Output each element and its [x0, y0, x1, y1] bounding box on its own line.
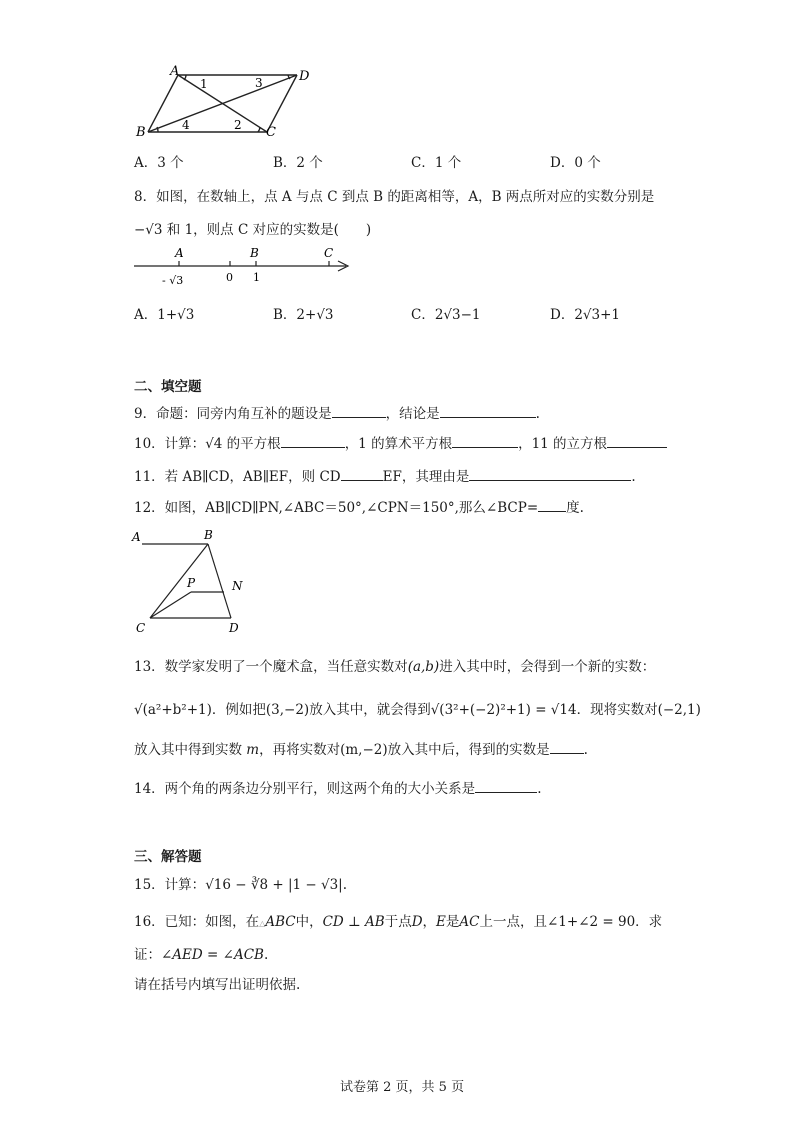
q11-text-b: EF，其理由是	[382, 469, 470, 485]
angle-arc-2	[258, 127, 260, 132]
q8-option-c: C．2√3−1	[411, 307, 481, 323]
q13-l1-text-c: 进入其中时，会得到一个新的实数：	[439, 659, 656, 675]
q13-l2-text-b: ．例如把	[211, 702, 266, 718]
q13-pair-given: (−2,1)	[657, 702, 701, 718]
q13-formula: √(a²+b²+1)	[134, 702, 212, 718]
q10-blank-2	[452, 435, 518, 448]
page-footer: 试卷第 2 页，共 5 页	[340, 1080, 465, 1095]
q10-text-a: 10．计算：	[134, 436, 206, 452]
point-c: C	[324, 246, 334, 260]
q12-text-a: 12．如图，AB∥CD∥PN,∠ABC＝50°,∠CPN＝150°,那么∠BCP=	[134, 500, 539, 516]
point-a: A	[175, 246, 184, 260]
vertex-d: D	[299, 69, 310, 84]
q13-l1-text-a: 13．数学家发明了一个魔术盒，当任意实数对	[134, 659, 408, 675]
q12-blank	[538, 499, 566, 512]
q16-point-e: E	[436, 914, 446, 930]
q10-blank-3	[607, 435, 667, 448]
q8-neg-root3: −√3	[134, 222, 163, 238]
q15	[134, 873, 347, 893]
q10-text-c: 的平方根	[222, 436, 281, 452]
q13-line3	[134, 738, 588, 758]
q7-option-c: C．1 个	[411, 155, 462, 171]
q11	[134, 465, 636, 485]
q16-line3: 请在括号内填写出证明依据.	[134, 977, 301, 993]
q14-text-a: 14．两个角的两条边分别平行，则这两个角的大小关系是	[134, 781, 476, 797]
side-ab	[148, 75, 178, 132]
q14-blank	[475, 780, 537, 793]
q12-label-d: D	[229, 621, 239, 635]
q8-line1: 8．如图，在数轴上，点 A 与点 C 到点 B 的距离相等，A，B 两点所对应的实数分别是	[134, 189, 655, 205]
number-line-figure	[130, 244, 360, 290]
q13-pair-example: (3,−2)	[265, 702, 310, 718]
q16-segment-ac: AC	[459, 914, 480, 930]
angle-label-1: 1	[200, 77, 208, 91]
q16-l1-text-m: ．求	[635, 914, 663, 930]
q16-l1-text-k: 上一点，且	[479, 914, 547, 930]
q12-label-c: C	[136, 621, 146, 635]
q16-l1-text-i: 是	[445, 914, 460, 930]
q13-l3-text-c: ，再将实数对	[259, 742, 341, 758]
q13-l3-text-f: .	[583, 742, 588, 758]
q16-cd-perp-ab: CD ⊥ AB	[322, 914, 385, 930]
q10	[134, 432, 667, 452]
q7-option-b: B．2 个	[273, 155, 323, 171]
q9-blank-2	[440, 405, 536, 418]
vertex-b: B	[136, 125, 146, 140]
q8-line2-text: 和 1，则点 C 对应的实数是( )	[162, 222, 372, 238]
q16-l1-text-g: ，	[422, 914, 437, 930]
q11-blank-2	[469, 468, 631, 481]
q13-pair-m: (m,−2)	[340, 742, 388, 758]
q12-label-a: A	[132, 530, 141, 544]
q13-example-result: √(3²+(−2)²+1) = √14	[430, 702, 577, 718]
q15-text-c: .	[342, 877, 348, 893]
q16-l1-text-e: 于点	[384, 914, 412, 930]
q9-blank-1	[332, 405, 386, 418]
label-neg-root3: - √3	[162, 274, 184, 287]
angle-label-2: 2	[234, 118, 242, 132]
section-fill-in-heading: 二、填空题	[134, 379, 202, 395]
q8-line2	[134, 218, 371, 238]
q11-text-c: .	[631, 469, 636, 485]
line-bd	[208, 544, 231, 618]
q14	[134, 777, 541, 797]
q16-angle-sum: ∠1+∠2 = 90	[546, 914, 636, 930]
q12-label-p: P	[187, 576, 196, 590]
q16-point-d: D	[411, 914, 423, 930]
q16-line1	[134, 910, 662, 930]
vertex-a: A	[170, 64, 180, 79]
q11-blank-1	[341, 468, 383, 481]
q13-l2-text-d: 放入其中，就会得到	[309, 702, 431, 718]
point-b: B	[250, 246, 259, 260]
label-zero: 0	[226, 271, 233, 284]
q13-var-m: m	[246, 742, 260, 758]
q16-l1-text-a: 16．已知：如图，在	[134, 914, 260, 930]
q16-angle-equality: ∠AED = ∠ACB	[161, 947, 264, 963]
vertex-c: C	[266, 125, 276, 140]
q10-text-d: ，1 的算术平方根	[344, 436, 453, 452]
label-one: 1	[253, 271, 260, 284]
q8-option-d: D．2√3+1	[550, 307, 621, 323]
q16-triangle-abc: ABC	[265, 914, 296, 930]
q13-l3-text-a: 放入其中得到实数	[134, 742, 247, 758]
q10-text-e: ，11 的立方根	[518, 436, 608, 452]
angle-arc-4	[157, 127, 158, 132]
angle-label-3: 3	[255, 76, 263, 90]
q10-root4: √4	[205, 436, 223, 452]
parallelogram-figure	[130, 64, 320, 142]
q7-option-d: D．0 个	[550, 155, 601, 171]
q11-text-a: 11．若 AB∥CD，AB∥EF，则 CD	[134, 469, 341, 485]
q16-l2-text-c: .	[263, 947, 269, 963]
triangle-symbol: △	[259, 919, 266, 928]
q13-blank	[550, 741, 584, 754]
q10-blank-1	[281, 435, 345, 448]
q15-expression: √16 − ∛8 + |1 − √3|	[205, 877, 343, 893]
q13-l3-text-e: 放入其中后，得到的实数是	[387, 742, 550, 758]
q9	[134, 402, 540, 422]
q8-option-b: B．2+√3	[273, 307, 334, 323]
q16-l1-text-c: 中，	[295, 914, 323, 930]
line-cp	[150, 592, 191, 618]
q12-figure	[128, 526, 258, 638]
diagonal-bd	[148, 75, 297, 132]
q13-pair-ab: (a,b)	[407, 659, 440, 675]
line-bc	[150, 544, 208, 618]
q9-text-a: 9．命题：同旁内角互补的题设是	[134, 406, 332, 422]
q9-text-c: .	[535, 406, 540, 422]
side-dc	[267, 75, 297, 132]
q13-line2	[134, 698, 701, 718]
section-solve-heading: 三、解答题	[134, 849, 202, 865]
q16-line2	[134, 943, 268, 963]
q13-line1	[134, 655, 655, 675]
q7-option-a: A．3 个	[134, 155, 184, 171]
q12-text-b: 度.	[566, 500, 584, 516]
q12-label-n: N	[232, 579, 243, 593]
q12-label-b: B	[204, 528, 213, 542]
q14-text-b: .	[537, 781, 542, 797]
angle-label-4: 4	[182, 118, 190, 132]
q15-text-a: 15．计算：	[134, 877, 206, 893]
q13-l2-text-f: ．现将实数对	[576, 702, 658, 718]
q9-text-b: ，结论是	[385, 406, 440, 422]
q8-option-a: A．1+√3	[134, 307, 195, 323]
q16-l2-text-a: 证：	[134, 947, 161, 963]
q12	[134, 496, 584, 516]
